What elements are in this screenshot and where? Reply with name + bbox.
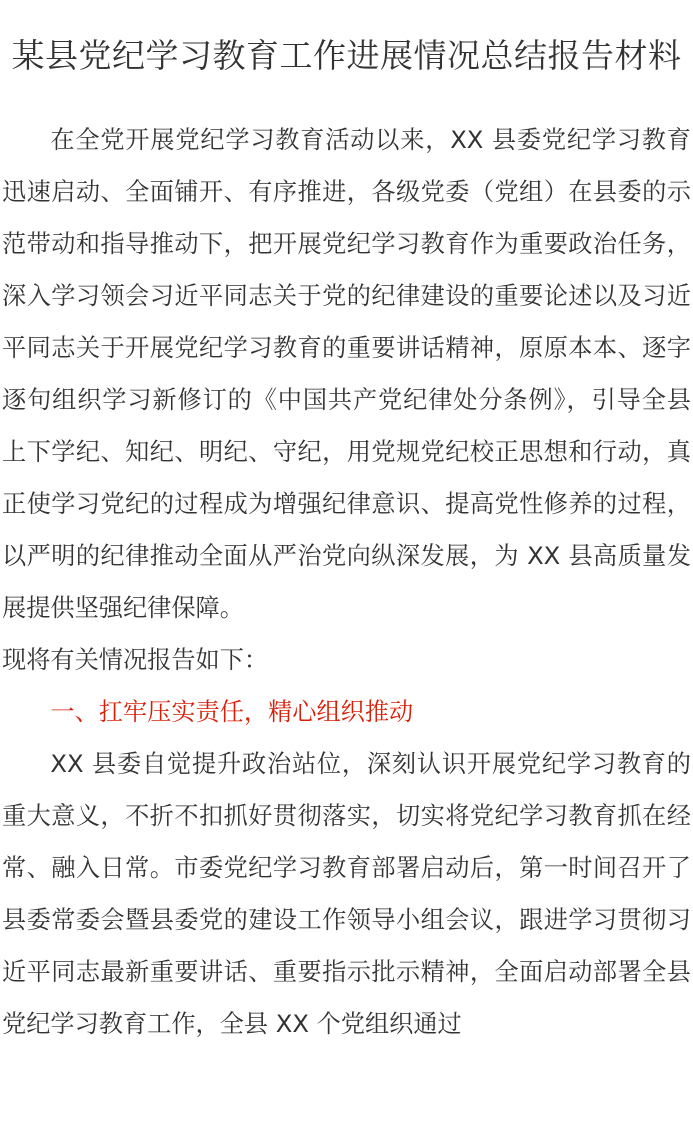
intro-closing: 现将有关情况报告如下： — [2, 646, 269, 674]
section-1-paragraph: XX 县委自觉提升政治站位，深刻认识开展党纪学习教育的重大意义，不折不扣抓好贯彻落实，切实将党纪学习教育抓在经常、融入日常。市委党纪学习教育部署启动后，第一时间召开了县委常委会暨县委党的建设工作领导小组会议，跟进学习贯彻习近平同志最新重要讲话、重要指示批示精神，全面启动部署全县党纪学习教育工作，全县 XX 个党组织通过 — [2, 750, 691, 1038]
document-title: 某县党纪学习教育工作进展情况总结报告材料 — [11, 36, 682, 75]
section-heading-1: 一、扛牢压实责任，精心组织推动 — [50, 698, 414, 726]
intro-paragraph: 在全党开展党纪学习教育活动以来，XX 县委党纪学习教育迅速启动、全面铺开、有序推进，各级党委（党组）在县委的示范带动和指导推动下，把开展党纪学习教育作为重要政治任务，深入学习领会习近平同志关于党的纪律建设的重要论述以及习近平同志关于开展党纪学习教育的重要讲话精神，原原本本、逐字逐句组织学习新修订的《中国共产党纪律处分条例》，引导全县上下学纪、知纪、明纪、守纪，用党规党纪校正思想和行动，真正使学习党纪的过程成为增强纪律意识、提高党性修养的过程，以严明的纪律推动全面从严治党向纵深发展，为 XX 县高质量发展提供坚强纪律保障。 — [2, 126, 691, 622]
document-page — [0, 28, 693, 1050]
